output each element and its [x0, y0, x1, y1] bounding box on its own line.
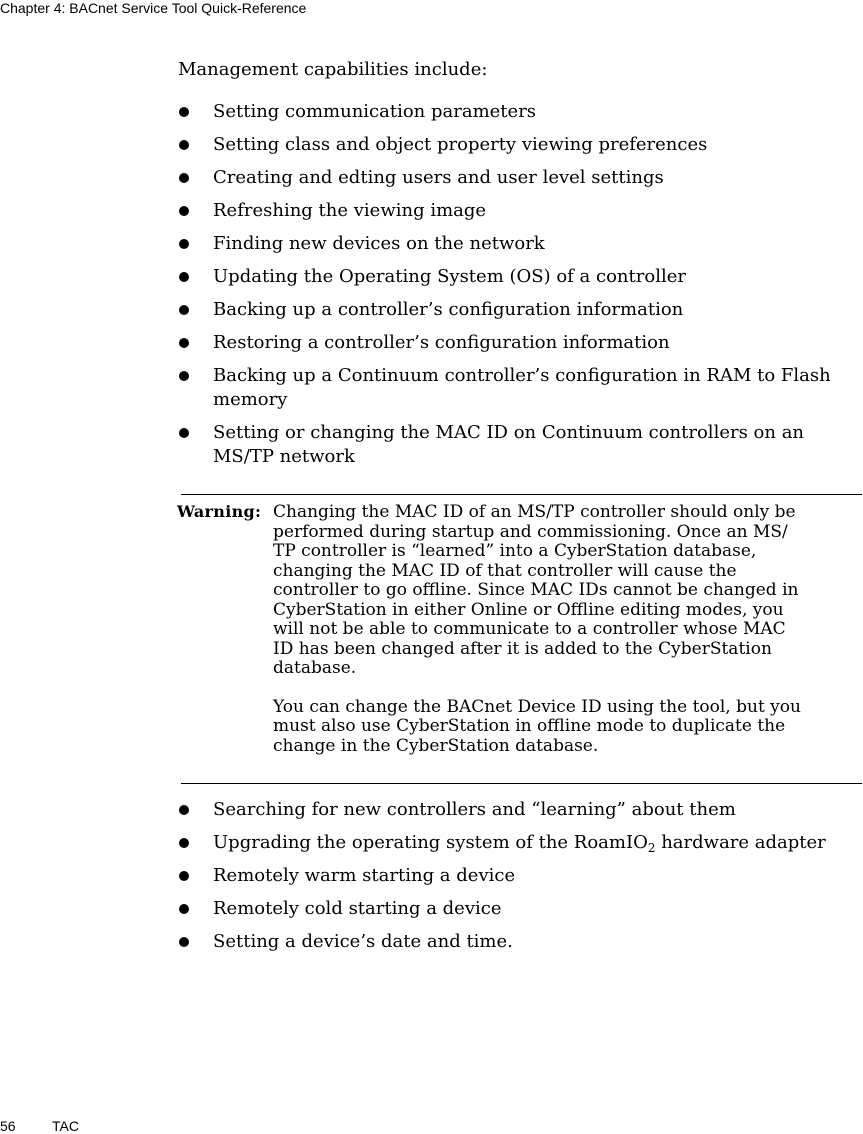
- bullet-icon: [179, 239, 189, 249]
- paragraph-gap: [273, 679, 801, 698]
- bullet-icon: [179, 838, 189, 848]
- bullet-icon: [179, 173, 189, 183]
- list-item-text: Finding new devices on the network: [213, 233, 545, 254]
- list-item: [0, 864, 858, 888]
- list-item: [0, 232, 858, 256]
- warning-line: will not be able to communicate to a controller whose MAC: [273, 619, 786, 639]
- bullet-icon: [179, 107, 189, 117]
- subscript: 2: [647, 841, 656, 855]
- list-item-text: MS/TP network: [213, 446, 355, 467]
- bullet-icon: [179, 904, 189, 914]
- list-item-text: Searching for new controllers and “learning” about them: [213, 799, 736, 820]
- warning-line: performed during startup and commissioning. Once an MS/: [273, 521, 788, 542]
- list-item-text: Restoring a controller’s configuration information: [213, 332, 670, 353]
- list-item-text: Creating and edting users and user level settings: [213, 167, 664, 188]
- warning-line: Changing the MAC ID of an MS/TP controller should only be: [273, 502, 796, 522]
- warning-line: CyberStation in either Online or Offline editing modes, you: [273, 599, 784, 620]
- footer-publisher: TAC: [52, 1118, 79, 1134]
- warning-line: database.: [273, 658, 357, 678]
- list-item-text: Setting or changing the MAC ID on Continuum controllers on an: [213, 422, 805, 443]
- list-item-text: Setting communication parameters: [213, 101, 537, 122]
- warning-text: [273, 503, 801, 756]
- warning-line: You can change the BACnet Device ID using the tool, but you: [273, 696, 801, 717]
- list-item: [0, 331, 858, 355]
- list-item: [0, 930, 858, 954]
- warning-label: Warning:: [177, 502, 262, 521]
- bullet-icon: [179, 140, 189, 150]
- list-item-text-part: Upgrading the operating system of the RoamIO: [213, 832, 648, 853]
- list-item-text: Updating the Operating System (OS) of a controller: [213, 266, 686, 287]
- bullet-icon: [179, 206, 189, 216]
- capabilities-list-continued: [0, 798, 858, 963]
- list-item-text: Backing up a controller’s configuration information: [213, 299, 684, 320]
- list-item-text: Remotely warm starting a device: [213, 865, 516, 886]
- list-item: [0, 897, 858, 921]
- list-item: [0, 100, 858, 124]
- warning-line: ID has been changed after it is added to the CyberStation: [273, 638, 772, 659]
- warning-line: changing the MAC ID of that controller will cause the: [273, 560, 737, 581]
- list-item: [0, 166, 858, 190]
- warning-line: controller to go offline. Since MAC IDs cannot be changed in: [273, 580, 799, 600]
- list-item: [0, 364, 858, 412]
- list-item: [0, 798, 858, 822]
- list-item: [0, 831, 858, 855]
- bullet-icon: [179, 338, 189, 348]
- warning-line: change in the CyberStation database.: [273, 735, 599, 756]
- bullet-icon: [179, 805, 189, 815]
- bullet-icon: [179, 937, 189, 947]
- list-item-text: Remotely cold starting a device: [213, 898, 502, 919]
- page-number: 56: [0, 1118, 16, 1134]
- capabilities-list: [0, 100, 858, 478]
- list-item: [0, 199, 858, 223]
- list-item-text: Backing up a Continuum controller’s configuration in RAM to Flash: [213, 365, 831, 386]
- bullet-icon: [179, 272, 189, 282]
- bullet-icon: [179, 871, 189, 881]
- intro-paragraph: Management capabilities include:: [178, 59, 488, 80]
- list-item-text-part: hardware adapter: [655, 832, 826, 853]
- list-item-text: Refreshing the viewing image: [213, 200, 487, 221]
- bullet-icon: [179, 305, 189, 315]
- list-item-text: Setting class and object property viewing preferences: [213, 134, 708, 155]
- bullet-icon: [179, 371, 189, 381]
- bullet-icon: [179, 428, 189, 438]
- list-item: [0, 298, 858, 322]
- list-item: [0, 421, 858, 469]
- running-header: Chapter 4: BACnet Service Tool Quick-Reference: [0, 0, 307, 16]
- list-item: [0, 133, 858, 157]
- warning-line: TP controller is “learned” into a CyberStation database,: [273, 541, 757, 561]
- page-footer: [0, 1118, 79, 1134]
- warning-line: must also use CyberStation in offline mode to duplicate the: [273, 716, 786, 736]
- list-item-text: Setting a device’s date and time.: [213, 931, 513, 952]
- list-item-text: [213, 831, 858, 855]
- list-item: [0, 265, 858, 289]
- list-item-text: memory: [213, 389, 288, 410]
